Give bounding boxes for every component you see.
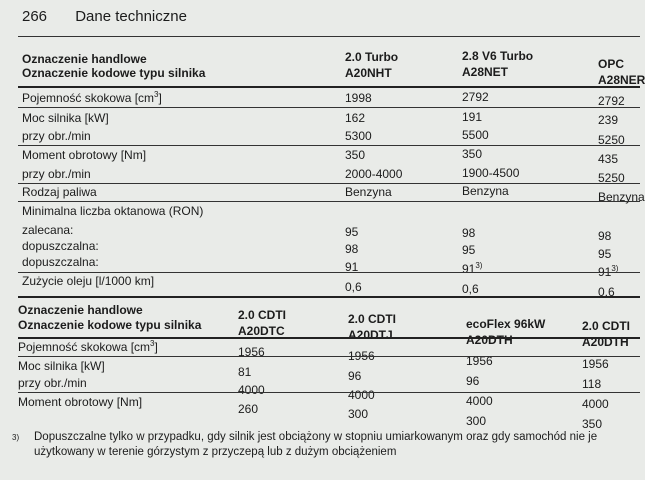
footnote-ref: 3) (611, 264, 619, 273)
t1-value: 1998 (345, 91, 372, 105)
t1-value: 435 (598, 152, 619, 166)
footnote-line: użytkowany w terenie górzystym z przyczepą lub z dużym obciążeniem (34, 446, 397, 458)
t1-col-name: 2.0 Turbo (345, 50, 399, 64)
t1-value: 0,6 (462, 282, 479, 296)
t1-value: 0,6 (598, 285, 615, 299)
page-header (22, 8, 187, 25)
t2-col-name: 2.0 CDTI (582, 319, 631, 333)
t1-row-label: Zużycie oleju [l/1000 km] (22, 274, 155, 288)
t2-value: 1956 (582, 357, 609, 371)
t1-value: 98 (462, 226, 476, 240)
t1-value: 350 (462, 147, 483, 161)
t2-value: 4000 (238, 383, 265, 397)
t2-row-label: Pojemność skokowa $[cm^3]$ (18, 339, 158, 354)
t1-row-label: Moment obrotowy [Nm] (22, 148, 147, 162)
t1-value: Benzyna (462, 184, 509, 198)
t1-col-code: A20NHT (345, 66, 392, 80)
t1-row-label: Moc silnika [kW] (22, 111, 109, 125)
t1-value: 5250 (598, 171, 625, 185)
t1-header-engine-code: Oznaczenie kodowe typu silnika (22, 66, 206, 80)
t2-value: 118 (582, 377, 602, 391)
t1-row-label: dopuszczalna: (22, 255, 99, 269)
t1-value: 98 (345, 242, 359, 256)
t2-value: 1956 (466, 354, 493, 368)
t2-col-name: 2.0 CDTI (238, 308, 287, 322)
t1-value: 5250 (598, 133, 625, 147)
t2-col-name: 2.0 CDTI (348, 312, 397, 326)
t1-row-label: przy obr./min (22, 129, 91, 143)
t1-value: 98 (598, 229, 612, 243)
footnote (12, 430, 632, 460)
t1-row-label: przy obr./min (22, 167, 91, 181)
footnote-mark: 3) (12, 433, 20, 442)
t2-row-label: przy obr./min (18, 376, 87, 390)
t2-value: 300 (466, 414, 487, 428)
t2-value: 96 (466, 374, 480, 388)
page-number: 266 (22, 8, 48, 25)
t2-value: 4000 (466, 394, 493, 408)
t2-value: 260 (238, 402, 259, 416)
t2-header-trade-name: Oznaczenie handlowe (18, 303, 143, 317)
t2-col-code: A20DTH (582, 335, 629, 349)
t2-value: 1956 (238, 345, 265, 359)
t2-col-name: ecoFlex 96kW (466, 317, 546, 331)
t2-value: 350 (582, 417, 603, 431)
t1-row-label: Minimalna liczba oktanowa (RON) (22, 204, 204, 218)
t1-col-name: 2.8 V6 Turbo (462, 49, 534, 63)
footnote-line: Dopuszczalne tylko w przypadku, gdy silnik jest obciążony w stopniu umiarkowanym oraz gdy samochód nie je (34, 431, 598, 443)
header-rule (18, 36, 640, 37)
t1-value: 91$^{3)}$ (598, 264, 619, 279)
t2-col-code: A20DTH (466, 333, 513, 347)
t1-value: 2792 (598, 94, 625, 108)
t1-value: 350 (345, 148, 366, 162)
t1-value: 95 (462, 243, 476, 257)
t2-row-label: Moc silnika [kW] (18, 359, 105, 373)
t1-value: 91 (345, 260, 359, 274)
footnote-ref: 3) (475, 261, 483, 270)
t2-col-code: A20DTJ (348, 328, 393, 342)
t1-value: 162 (345, 111, 366, 125)
t2-value: 4000 (348, 388, 375, 402)
t1-row-label: zalecana: (22, 223, 74, 237)
t2-value: 1956 (348, 349, 375, 363)
t1-value: 5500 (462, 128, 489, 142)
t1-col-code: A28NET (462, 65, 509, 79)
t1-value: Benzyna (598, 190, 645, 204)
t1-value: 5300 (345, 129, 372, 143)
t1-value: 95 (598, 247, 612, 261)
t2-value: 81 (238, 365, 252, 379)
t1-value: 2792 (462, 90, 489, 104)
t1-value: 1900-4500 (462, 166, 520, 180)
t1-value: 2000-4000 (345, 167, 403, 181)
t1-value: 239 (598, 113, 619, 127)
t1-col-name: OPC (598, 57, 625, 71)
t2-value: 4000 (582, 397, 609, 411)
t1-row-label: dopuszczalna: (22, 239, 99, 253)
t2-value: 96 (348, 369, 362, 383)
t1-value: 191 (462, 110, 483, 124)
t1-header-trade-name: Oznaczenie handlowe (22, 52, 147, 66)
t2-header-engine-code: Oznaczenie kodowe typu silnika (18, 318, 202, 332)
t1-value: 95 (345, 225, 359, 239)
t2-col-code: A20DTC (238, 324, 285, 338)
t1-value: 0,6 (345, 280, 362, 294)
t1-row-label: Rodzaj paliwa (22, 185, 97, 199)
t1-col-code: A28NER (598, 73, 645, 87)
page-title: Dane techniczne (75, 8, 187, 25)
t2-value: 300 (348, 407, 369, 421)
t2-row-label: Moment obrotowy [Nm] (18, 395, 143, 409)
t1-value: Benzyna (345, 185, 392, 199)
t1-value: 91$^{3)}$ (462, 261, 483, 276)
t1-row-label: Pojemność skokowa $[cm^3]$ (22, 90, 162, 105)
